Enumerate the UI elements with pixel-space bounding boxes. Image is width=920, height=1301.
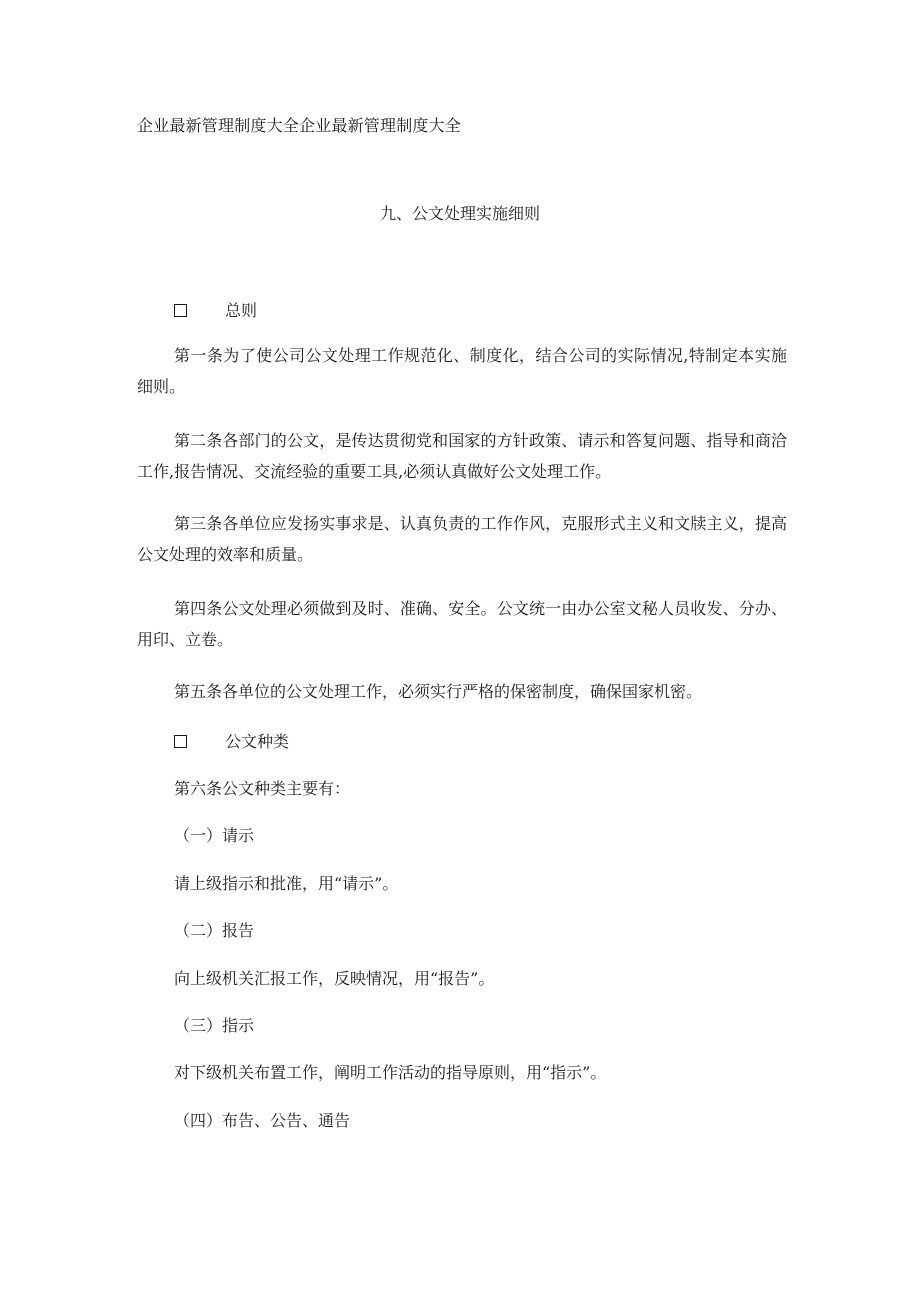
checkbox-square-icon (174, 304, 187, 317)
article-1: 第一条为了使公司公文处理工作规范化、制度化，结合公司的实际情况,特制定本实施细则。 (137, 346, 787, 396)
section-heading-general (174, 298, 257, 321)
article-2: 第二条各部门的公文，是传达贯彻党和国家的方针政策、请示和答复问题、指导和商洽工作,报告情况、交流经验的重要工具,必须认真做好公文处理工作。 (137, 431, 787, 481)
list-item-label: （三）指示 (174, 1016, 255, 1035)
list-item-label: （一）请示 (174, 826, 255, 845)
list-item-desc: 请上级指示和批准，用“请示”。 (174, 874, 399, 893)
section-heading-label: 公文种类 (225, 732, 290, 751)
list-item-desc: 向上级机关汇报工作，反映情况，用“报告”。 (174, 969, 495, 988)
page-header: 企业最新管理制度大全企业最新管理制度大全 (137, 116, 462, 135)
article-6: 第六条公文种类主要有： (174, 779, 351, 798)
document-title: 九、公文处理实施细则 (379, 204, 540, 223)
list-item-label: （四）布告、公告、通告 (174, 1111, 351, 1130)
article-4: 第四条公文处理必须做到及时、准确、安全。公文统一由办公室文秘人员收发、分办、用印、立卷。 (137, 599, 787, 649)
article-3: 第三条各单位应发扬实事求是、认真负责的工作作风，克服形式主义和文牍主义，提高公文处理的效率和质量。 (137, 514, 787, 564)
article-5: 第五条各单位的公文处理工作，必须实行严格的保密制度，确保国家机密。 (174, 682, 703, 701)
checkbox-square-icon (174, 735, 187, 748)
list-item-desc: 对下级机关布置工作，阐明工作活动的指导原则，用“指示”。 (174, 1063, 607, 1082)
section-heading-label: 总则 (225, 301, 258, 320)
section-heading-document-types (174, 729, 289, 752)
list-item-label: （二）报告 (174, 921, 255, 940)
